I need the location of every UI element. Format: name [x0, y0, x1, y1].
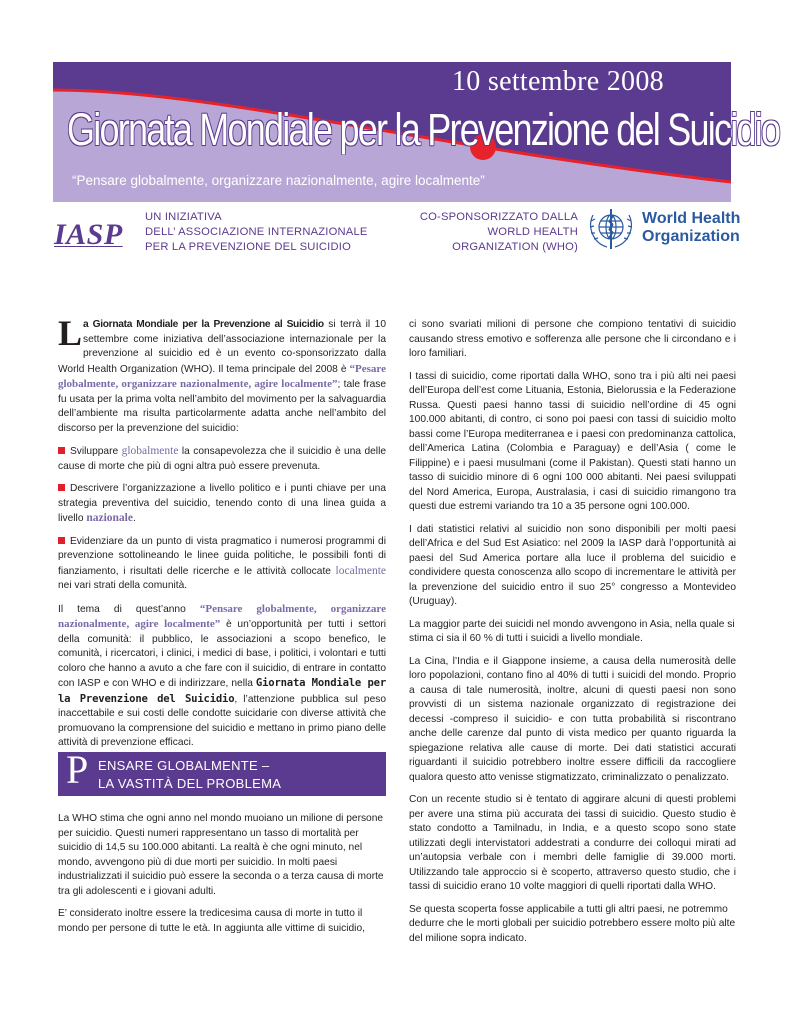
intro-text-end: ; tale frase fu usata per la prima volta nell’ambito del movimento per la salvaguardia dell’ambiente ma risulta particolarmente adatta anche nell’ambito del discorso per la prevenzione del suicidio:: [58, 379, 386, 434]
who-emblem-icon: [585, 205, 637, 251]
left-column: [58, 313, 387, 759]
who-name-line: Organization: [642, 228, 740, 245]
body-paragraph: I tassi di suicidio, come riportati dalla WHO, sono tra i più alti nei paesi dell’Europa dell’est come Lituania, Estonia, Bielorussia e la Federazione Russa. Questi paesi hanno tassi di suicidio nell’ordine di 45 ogni 100.000 abitanti, di contro, ci sono poi paesi con tassi di suicidio molto bassi come l’Europa mediterranea e i paesi con predominanza cattolica, dell’America Latina (Colombia e Paraguay) e dell’Asia ( come le Filippine) e i paesi musulmani (come il Pakistan). Questi stati hanno un tasso di suicidio minore di 6 ogni 100 000 abitanti. Nei paesi sviluppati del Nord America, Europa, Australasia, i casi di suicidio rimangono tra questi due estremi variando tra 10 a 35 persone ogni 100.000.: [409, 370, 736, 512]
theme-paragraph: [58, 602, 386, 751]
list-text: Evidenziare da un punto di vista pragmatico i numerosi programmi di prevenzione sottolineando le linee guida politiche, le possibili fonti di fianziamento, i risultati delle ricerche e le attività collocate: [58, 535, 386, 577]
body-paragraph: La Cina, l’India e il Giappone insieme, a causa della numerosità delle loro popolazioni, contano fino al 40% di tutti i suicidi del mondo. Proprio a causa di tale numerosità, inoltre, alcuni di questi paesi non sono provvisti di un sistema nazionale organizzato di registrazione dei decessi -compreso il suicidio- e con tutta probabilità si riscontrano anche delle carenze dal punto di vista medico per quanto riguarda la spiegazione relativa alle cause di morte. Dei dati statistici accurati riguardanti il suicidio potrebbero inoltre essere difficili da raccogliere qualora questo atto venisse stigmatizzato, criminalizzato o penalizzato.: [409, 655, 736, 783]
who-sponsor-text: [400, 210, 578, 255]
iasp-line: PER LA PREVENZIONE DEL SUICIDIO: [145, 241, 351, 253]
iasp-logo: IASP: [54, 218, 123, 251]
list-item: [58, 444, 386, 474]
left-column-lower: [58, 812, 386, 944]
drop-cap: L: [58, 313, 83, 353]
body-paragraph: I dati statistici relativi al suicidio non sono disponibili per molti paesi dell’Africa e del Sud Est Asiatico: nel 2009 la IASP darà l’opportunità ai paesi del Sud America portare alla luce il problema del suicidio e condividere questa conoscenza allo scopo di incrementare le attività per la prevenzione del suicidio entro il suo 25° congresso a Montevideo (Uruguay).: [409, 523, 736, 607]
iasp-line: UN INIZIATIVA: [145, 211, 222, 223]
list-item: [58, 535, 386, 594]
body-text: , l’attenzione pubblica sul peso inaccettabile e sui costi delle condotte suicidarie con diverse attività che promuovano la comprensione del suicidio e mettano in primo piano delle attività di prevenzione efficaci.: [58, 693, 386, 748]
list-item: [58, 482, 386, 527]
body-paragraph: Con un recente studio si è tentato di aggirare alcuni di questi problemi per avere una stima più accurata dei tassi di suicidio. Questo studio è stato condotto a Tamilnadu, in India, e a questo scopo sono state utilizzati degli intervistatori addestrati a condurre dei colloqui mirati ad un’autopsia verbale con i membri delle famiglie di 39.000 morti. Utilizzando tale approccio si è scoperto, attraverso questo studio, che i tassi di suicidio erano 10 volte maggiori di quelli riportati dalla WHO.: [409, 794, 736, 892]
list-text: Descrivere l’organizzazione a livello politico e i punti chiave per una strategia preventiva del suicidio, tenendo conto di una linea guida a livello: [58, 483, 386, 524]
right-column: [409, 318, 736, 954]
banner-date: 10 settembre 2008: [452, 66, 664, 97]
list-text: la consapevolezza che il suicidio è una delle cause di morte che più di ogni altra può essere prevenuta.: [58, 446, 387, 472]
body-text: è un’opportunità per tutti i settori della comunità: il pubblico, le associazioni a scopo benefico, le comunità, i ricercatori, i clinici, i medici di base, i politici, i volontari e tutti coloro che hanno a avuto a che fare con il suicidio, di entrare in contatto con IASP e con WHO e di indirizzare, nella: [58, 619, 386, 689]
banner-slogan: “Pensare globalmente, organizzare nazionalmente, agire localmente”: [72, 173, 485, 188]
body-paragraph: E’ considerato inoltre essere la tredicesima causa di morte in tutto il mondo per persone di tutte le età. In aggiunta alle vittime di suicidio,: [58, 908, 365, 934]
accent-word: localmente: [335, 564, 386, 577]
bullet-icon: [58, 484, 65, 491]
body-text: Il tema di quest’anno: [58, 603, 200, 615]
body-paragraph: ci sono svariati milioni di persone che compiono tentativi di suicidio causando stress emotivo e sofferenza alle persone che li circondano e i loro familiari.: [409, 319, 736, 359]
section-initial: P: [66, 747, 89, 792]
intro-paragraph: [58, 313, 387, 436]
event-name: a Giornata Mondiale per la Prevenzione al Suicidio: [83, 319, 324, 330]
section-title-line: LA VASTITÀ DEL PROBLEMA: [98, 776, 282, 791]
who-line: ORGANIZATION (WHO): [452, 241, 578, 253]
who-line: WORLD HEALTH: [487, 226, 578, 238]
section-header: [58, 747, 386, 796]
theme-slogan: “Pesare globalmente, organizzare nazionalmente, agire localmente”: [58, 362, 386, 390]
accent-word: globalmente: [121, 445, 179, 457]
section-title-line: ENSARE GLOBALMENTE –: [98, 758, 270, 773]
who-name-line: World Health: [642, 210, 741, 227]
event-name-bold: Giornata Mondiale per la Prevenzione del Suicidio: [58, 677, 386, 705]
accent-word: nazionale: [86, 512, 133, 524]
body-paragraph: Se questa scoperta fosse applicabile a tutti gli altri paesi, ne potremmo dedurre che le morti globali per suicidio potrebbero essere molto più alte del milione sopra indicato.: [409, 903, 736, 944]
page-title: Giornata Mondiale per la Prevenzione del Suicidio: [67, 104, 780, 155]
who-line: CO-SPONSORIZZATO DALLA: [419, 211, 578, 223]
intro-text: si terrà il 10 settembre come iniziativa dell’associazione internazionale per la prevenzione al suicidio ed è un evento co-sponsorizzato dalla World Health Organization (WHO). Il tema principale del 2008 è: [58, 319, 387, 375]
bullet-icon: [58, 447, 65, 454]
iasp-initiative-text: [145, 210, 368, 255]
who-name: [642, 210, 740, 246]
body-paragraph: La WHO stima che ogni anno nel mondo muoiano un milione di persone per suicidio. Questi numeri rappresentano un tasso di mortalità per suicidio di 14,5 su 100.000 abitanti. La realtà è che ogni minuto, nel mondo, avvengono più di due morti per suicidio. In molti paesi industrializzati il suicidio può essere la seconda o a terza causa di morte tra gli adolescenti e i giovani adulti.: [58, 813, 384, 897]
list-text: nei vari strati della comunità.: [58, 580, 188, 591]
body-paragraph: La maggior parte dei suicidi nel mondo avvengono in Asia, nella quale si stima ci sia il 60 % di tutti i suicidi a livello mondiale.: [409, 618, 735, 644]
bullet-icon: [58, 537, 65, 544]
list-text: .: [132, 513, 136, 524]
list-text: Sviluppare: [70, 446, 122, 457]
iasp-line: DELL’ ASSOCIAZIONE INTERNAZIONALE: [145, 226, 368, 238]
theme-slogan: “Pensare globalmente, organizzare nazionalmente, agire localmente”: [58, 602, 386, 630]
